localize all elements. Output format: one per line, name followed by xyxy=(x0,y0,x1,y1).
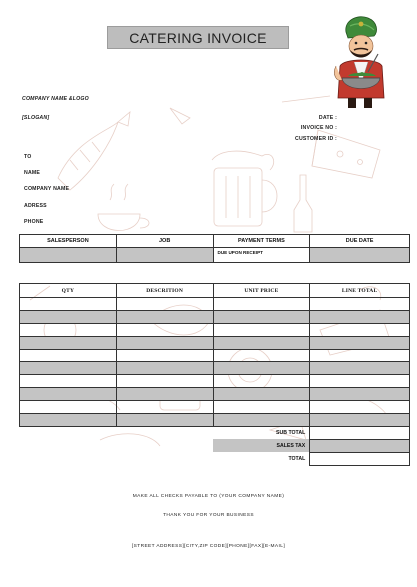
description-cell[interactable] xyxy=(116,336,213,349)
line-items-table xyxy=(19,283,410,466)
qty-cell[interactable] xyxy=(20,375,117,388)
unit-price-cell[interactable] xyxy=(213,375,310,388)
line-total-cell[interactable] xyxy=(310,375,410,388)
qty-cell[interactable] xyxy=(20,310,117,323)
unit-price-cell[interactable] xyxy=(213,310,310,323)
payment-terms-cell[interactable]: DUE UPON RECEIPT xyxy=(213,248,310,263)
salesperson-cell[interactable] xyxy=(20,248,117,263)
line-total-cell[interactable] xyxy=(310,414,410,427)
qty-cell[interactable] xyxy=(20,336,117,349)
salesperson-table xyxy=(19,234,410,263)
qty-cell[interactable] xyxy=(20,388,117,401)
description-cell[interactable] xyxy=(116,323,213,336)
unit-price-cell[interactable] xyxy=(213,388,310,401)
invoice-no-label: INVOICE NO : xyxy=(300,125,337,131)
job-header: JOB xyxy=(116,235,213,248)
description-cell[interactable] xyxy=(116,375,213,388)
due-date-header: DUE DATE xyxy=(310,235,410,248)
line-total-header: LINE TOTAL xyxy=(310,284,410,298)
table-row xyxy=(20,298,410,311)
subtotal-value[interactable] xyxy=(310,426,410,439)
unit-price-cell[interactable] xyxy=(213,349,310,362)
description-cell[interactable] xyxy=(116,349,213,362)
line-total-cell[interactable] xyxy=(310,349,410,362)
chef-mascot-icon xyxy=(328,14,392,110)
slogan: [SLOGAN] xyxy=(22,115,50,121)
table-row xyxy=(20,336,410,349)
table-row xyxy=(20,310,410,323)
unit-price-cell[interactable] xyxy=(213,298,310,311)
table-row xyxy=(20,388,410,401)
unit-price-cell[interactable] xyxy=(213,336,310,349)
to-label: TO xyxy=(24,154,32,160)
qty-cell[interactable] xyxy=(20,298,117,311)
unit-price-cell[interactable] xyxy=(213,362,310,375)
subtotal-label: SUB TOTAL xyxy=(213,426,310,439)
line-total-cell[interactable] xyxy=(310,336,410,349)
description-cell[interactable] xyxy=(116,401,213,414)
table-row xyxy=(20,362,410,375)
description-header: DESCRITION xyxy=(116,284,213,298)
phone-label: PHONE xyxy=(24,219,44,225)
sales-tax-label: SALES TAX xyxy=(213,439,310,452)
salesperson-header: SALESPERSON xyxy=(20,235,117,248)
line-total-cell[interactable] xyxy=(310,298,410,311)
due-date-cell[interactable] xyxy=(310,248,410,263)
total-label: TOTAL xyxy=(213,452,310,465)
unit-price-cell[interactable] xyxy=(213,323,310,336)
date-label: DATE : xyxy=(318,115,337,121)
unit-price-header: UNIT PRICE xyxy=(213,284,310,298)
table-row xyxy=(20,323,410,336)
qty-header: QTY xyxy=(20,284,117,298)
unit-price-cell[interactable] xyxy=(213,401,310,414)
company-name-logo: COMPANY NAME &LOGO xyxy=(22,96,89,102)
name-label: NAME xyxy=(24,170,41,176)
table-row xyxy=(20,349,410,362)
invoice-title: CATERING INVOICE xyxy=(107,26,289,49)
sales-tax-value[interactable] xyxy=(310,439,410,452)
description-cell[interactable] xyxy=(116,414,213,427)
description-cell[interactable] xyxy=(116,388,213,401)
description-cell[interactable] xyxy=(116,298,213,311)
company-address-line: [STREET ADDRESS][CITY,ZIP CODE][PHONE][FAX][E-MAIL] xyxy=(131,544,286,549)
address-label: ADRESS xyxy=(24,203,47,209)
total-value[interactable] xyxy=(310,452,410,465)
company-name-label: COMPANY NAME xyxy=(24,186,70,192)
qty-cell[interactable] xyxy=(20,349,117,362)
line-total-cell[interactable] xyxy=(310,401,410,414)
unit-price-cell[interactable] xyxy=(213,414,310,427)
qty-cell[interactable] xyxy=(20,362,117,375)
qty-cell[interactable] xyxy=(20,401,117,414)
job-cell[interactable] xyxy=(116,248,213,263)
line-total-cell[interactable] xyxy=(310,388,410,401)
description-cell[interactable] xyxy=(116,362,213,375)
line-total-cell[interactable] xyxy=(310,362,410,375)
table-row xyxy=(20,414,410,427)
thank-you-note: THANK YOU FOR YOUR BUSINESS xyxy=(163,513,254,518)
customer-id-label: CUSTOMER ID : xyxy=(295,136,337,142)
checks-payable-note: MAKE ALL CHECKS PAYABLE TO (YOUR COMPANY NAME) xyxy=(132,494,285,499)
qty-cell[interactable] xyxy=(20,323,117,336)
line-total-cell[interactable] xyxy=(310,310,410,323)
qty-cell[interactable] xyxy=(20,414,117,427)
line-total-cell[interactable] xyxy=(310,323,410,336)
table-row xyxy=(20,375,410,388)
payment-terms-header: PAYMENT TERMS xyxy=(213,235,310,248)
description-cell[interactable] xyxy=(116,310,213,323)
table-row xyxy=(20,401,410,414)
